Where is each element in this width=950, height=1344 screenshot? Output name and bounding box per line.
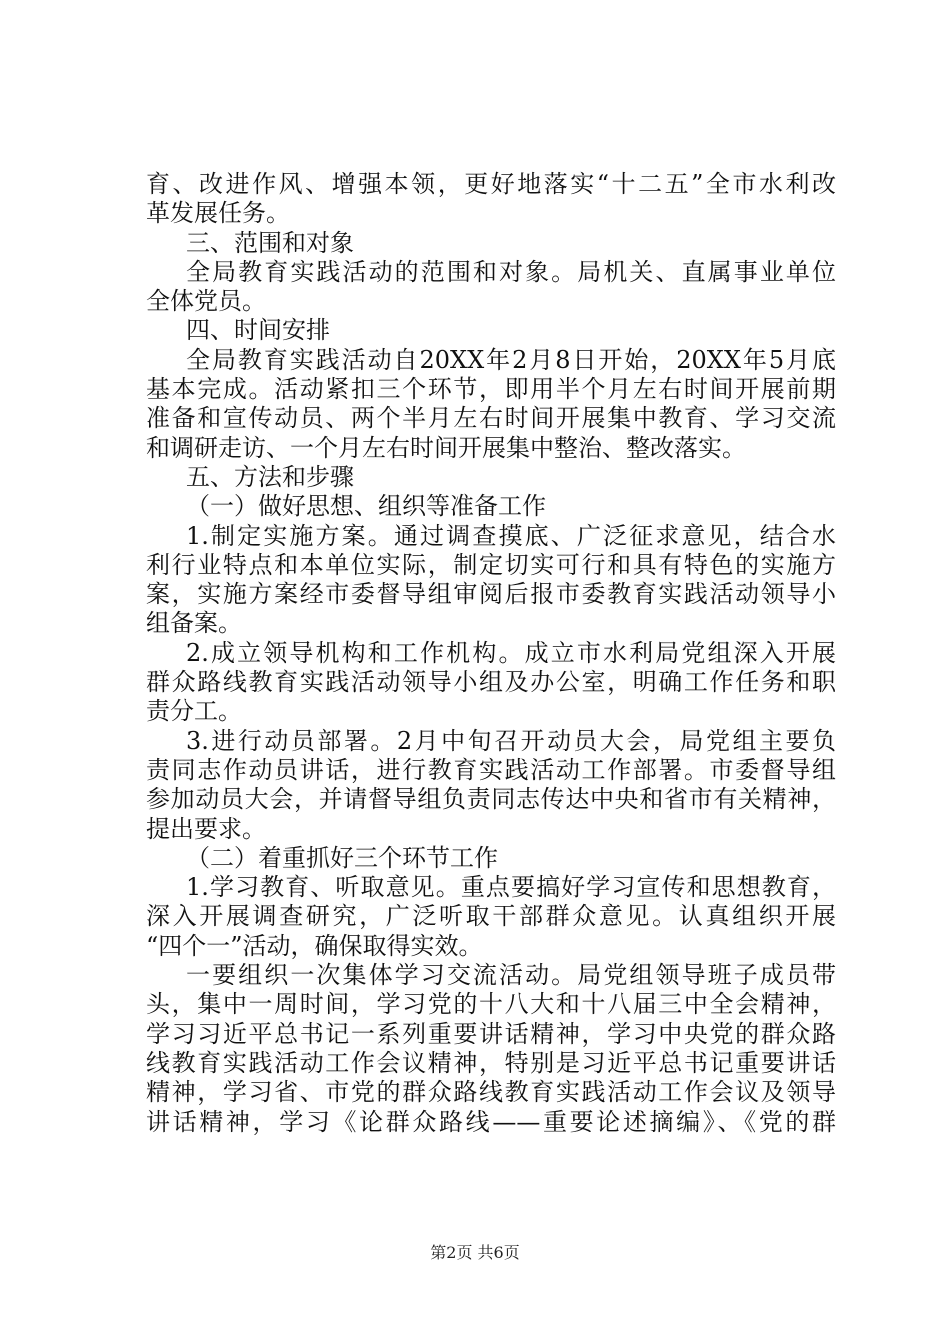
text-line: 准备和宣传动员、两个半月左右时间开展集中教育、学习交流 [146,404,836,433]
text-line: 群众路线教育实践活动领导小组及办公室，明确工作任务和职 [146,668,836,697]
text-line: 讲话精神，学习《论群众路线——重要论述摘编》、《党的群 [146,1107,836,1136]
text-line: 组备案。 [146,609,242,638]
text-line: 责分工。 [146,697,242,726]
text-line: 案，实施方案经市委督导组审阅后报市委教育实践活动领导小 [146,580,836,609]
text-line: 深入开展调查研究，广泛听取干部群众意见。认真组织开展 [146,902,836,931]
text-line: 头，集中一周时间，学习党的十八大和十八届三中全会精神， [146,990,836,1019]
section-heading: 四、时间安排 [186,316,330,345]
text-line: 线教育实践活动工作会议精神，特别是习近平总书记重要讲话 [146,1048,836,1077]
section-heading: 五、方法和步骤 [186,462,354,491]
text-line: 参加动员大会，并请督导组负责同志传达中央和省市有关精神， [146,785,836,814]
document-body [146,170,836,1137]
page-footer: 第2页 共6页 [430,1243,520,1262]
text-line: 全局教育实践活动的范围和对象。局机关、直属事业单位 [186,257,836,286]
text-line: 2.成立领导机构和工作机构。成立市水利局党组深入开展 [186,638,836,667]
text-line: 育、改进作风、增强本领，更好地落实“十二五”全市水利改 [146,170,836,198]
text-line: 基本完成。活动紧扣三个环节，即用半个月左右时间开展前期 [146,375,836,404]
text-line: 革发展任务。 [146,199,290,228]
text-line: 学习习近平总书记一系列重要讲话精神，学习中央党的群众路 [146,1019,836,1048]
text-line: 1.学习教育、听取意见。重点要搞好学习宣传和思想教育， [186,873,836,902]
subsection-heading: （一）做好思想、组织等准备工作 [186,492,546,521]
section-heading: 三、范围和对象 [186,228,354,257]
text-line: 3.进行动员部署。2月中旬召开动员大会，局党组主要负 [186,726,836,755]
text-line: 全体党员。 [146,287,266,316]
text-line: 利行业特点和本单位实际，制定切实可行和具有特色的实施方 [146,550,836,579]
text-line: 和调研走访、一个月左右时间开展集中整治、整改落实。 [146,433,746,462]
text-line: 提出要求。 [146,814,266,843]
text-line: 精神，学习省、市党的群众路线教育实践活动工作会议及领导 [146,1078,836,1107]
text-line: 全局教育实践活动自20XX年2月8日开始，20XX年5月底 [186,345,836,374]
text-line: 责同志作动员讲话，进行教育实践活动工作部署。市委督导组 [146,755,836,784]
text-line: 一要组织一次集体学习交流活动。局党组领导班子成员带 [186,961,836,990]
text-line: “四个一”活动，确保取得实效。 [146,931,483,960]
subsection-heading: （二）着重抓好三个环节工作 [186,843,498,872]
text-line: 1.制定实施方案。通过调查摸底、广泛征求意见，结合水 [186,521,836,550]
